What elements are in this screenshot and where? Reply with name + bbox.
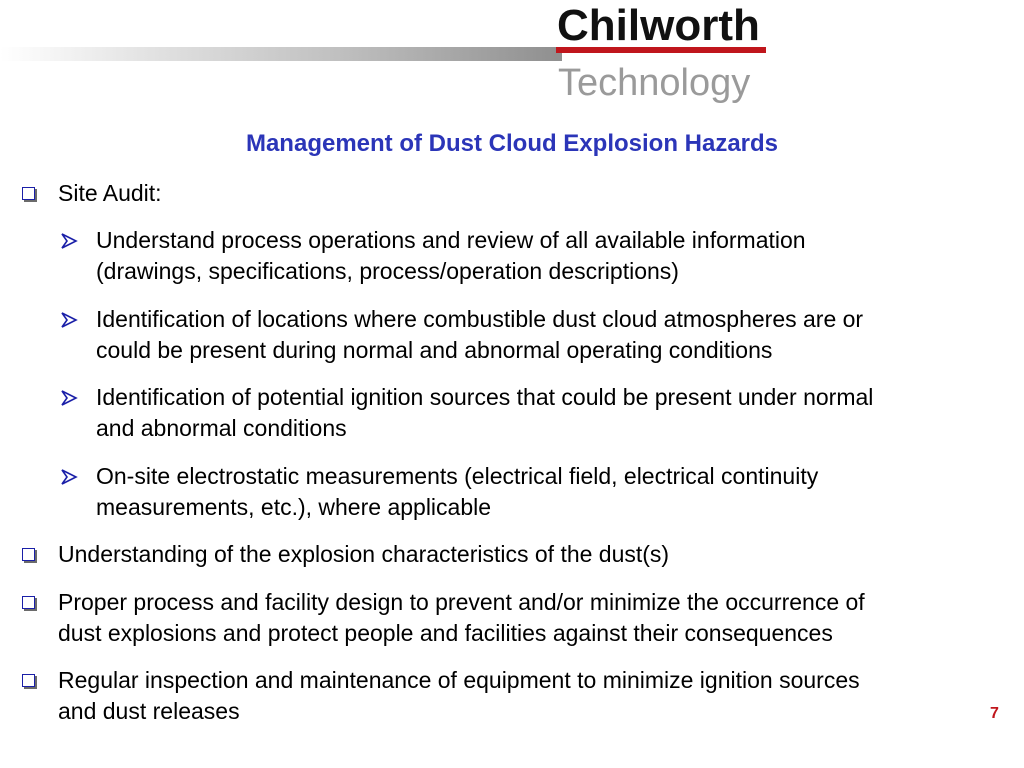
sub-list-item — [0, 225, 1024, 287]
arrowhead-bullet-icon — [60, 389, 78, 407]
sub-list-item-line1: On-site electrostatic measurements (electrical field, electrical continuity — [96, 463, 819, 489]
sub-list-item — [0, 304, 1024, 366]
sub-list-item-line2: could be present during normal and abnormal operating conditions — [96, 337, 773, 363]
company-logo-division: Technology — [558, 62, 751, 104]
hollow-square-bullet-icon — [22, 187, 35, 200]
hollow-square-bullet-icon — [22, 596, 35, 609]
sub-list-item-line1: Identification of potential ignition sources that could be present under normal — [96, 384, 874, 410]
hollow-square-bullet-icon — [22, 548, 35, 561]
sub-list-item-line1: Understand process operations and review of all available information — [96, 227, 806, 253]
list-item-site-audit — [0, 178, 1024, 209]
sub-list-item-line2: measurements, etc.), where applicable — [96, 494, 492, 520]
slide-title: Management of Dust Cloud Explosion Hazards — [245, 130, 779, 157]
sub-list-item-line1: Identification of locations where combustible dust cloud atmospheres are or — [96, 306, 864, 332]
list-item-line1: Regular inspection and maintenance of equipment to minimize ignition sources — [58, 667, 860, 693]
list-item — [0, 539, 1024, 570]
arrowhead-bullet-icon — [60, 232, 78, 250]
hollow-square-bullet-icon — [22, 674, 35, 687]
list-item-line2: dust explosions and protect people and facilities against their consequences — [58, 620, 833, 646]
list-item — [0, 587, 1024, 649]
list-item-line1: Proper process and facility design to prevent and/or minimize the occurrence of — [58, 589, 865, 615]
sub-list-item — [0, 382, 1024, 444]
list-item-line2: and dust releases — [58, 698, 240, 724]
sub-list-item — [0, 461, 1024, 523]
arrowhead-bullet-icon — [60, 468, 78, 486]
header-gradient-bar — [0, 47, 562, 61]
list-item — [0, 665, 1024, 727]
sub-list-item-line2: (drawings, specifications, process/operation descriptions) — [96, 258, 679, 284]
arrowhead-bullet-icon — [60, 311, 78, 329]
company-logo-name: Chilworth — [557, 1, 760, 50]
list-item-line1: Understanding of the explosion characteristics of the dust(s) — [58, 541, 670, 567]
sub-list-item-line2: and abnormal conditions — [96, 415, 347, 441]
page-number: 7 — [990, 705, 999, 722]
list-item-text: Site Audit: — [58, 180, 162, 206]
